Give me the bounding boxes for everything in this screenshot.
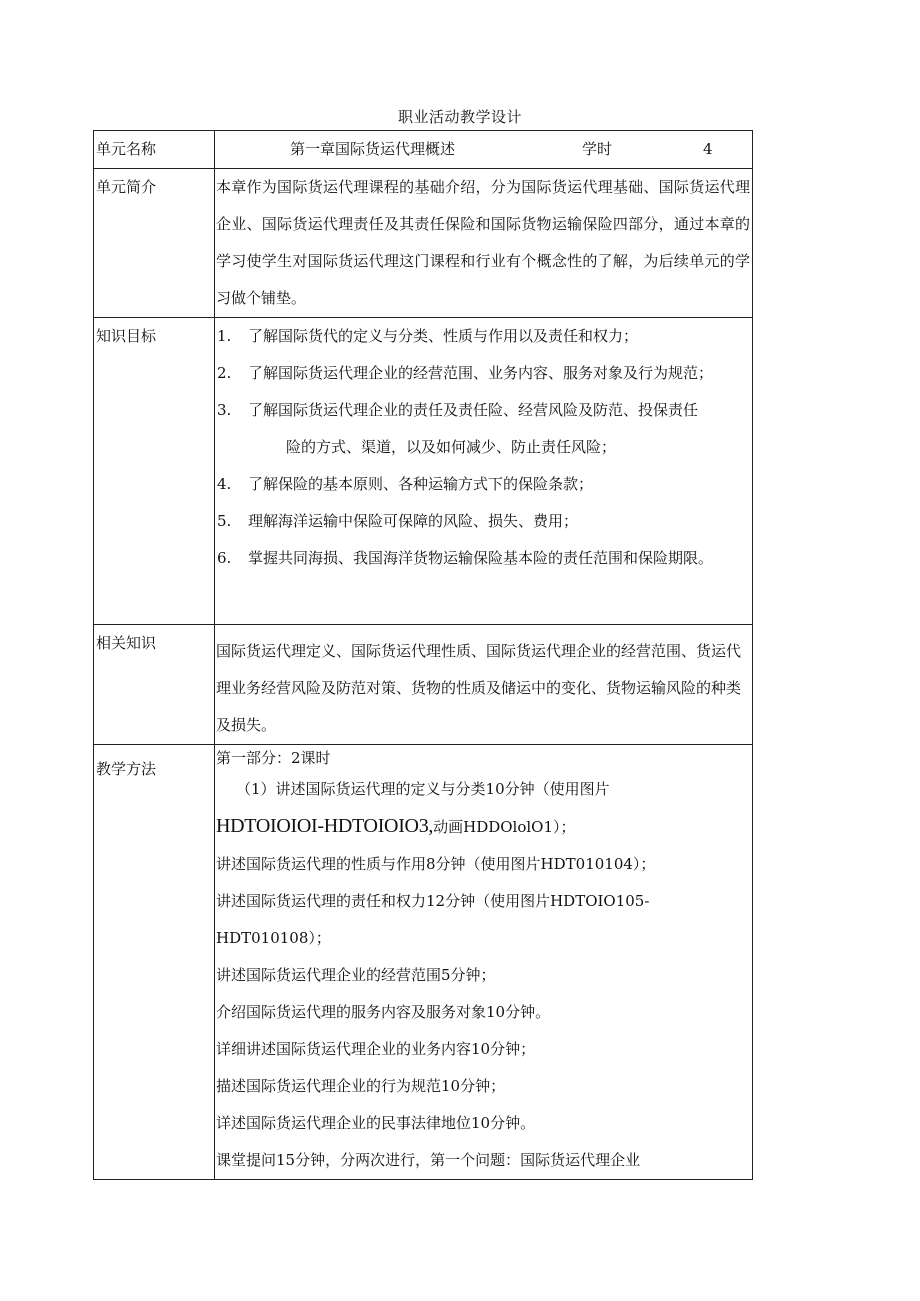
- method-line: 讲述国际货运代理的责任和权力12分钟（使用图片HDTOIO105-: [216, 892, 650, 910]
- list-item-number: 5.: [217, 512, 232, 530]
- method-line: （1）讲述国际货运代理的定义与分类10分钟（使用图片: [236, 780, 610, 798]
- related-knowledge-cell: [215, 625, 753, 745]
- list-item-text: 了解国际货代的定义与分类、性质与作用以及责任和权力；: [248, 327, 639, 345]
- teaching-design-table: [93, 130, 753, 1180]
- hours-label: 学时: [582, 140, 613, 158]
- method-animation-code: 动画HDDOlolO1）；: [433, 818, 576, 836]
- method-line: 描述国际货运代理企业的行为规范10分钟；: [216, 1077, 506, 1095]
- list-item-continuation: 险的方式、渠道，以及如何减少、防止责任风险；: [286, 438, 617, 456]
- knowledge-goals-label: 知识目标: [94, 318, 215, 625]
- teaching-method-cell: [215, 745, 753, 1180]
- method-line: 课堂提问15分钟，分两次进行，第一个问题：国际货运代理企业: [216, 1151, 641, 1169]
- related-knowledge-row: [94, 625, 753, 745]
- unit-name-label: 单元名称: [94, 131, 215, 169]
- teaching-method-row: [94, 745, 753, 1180]
- unit-name-value: 第一章国际货运代理概述: [290, 140, 456, 158]
- unit-intro-row: [94, 169, 753, 318]
- list-item: [216, 466, 750, 503]
- method-image-codes: HDTOIOIOI-HDTOIOIO: [216, 815, 419, 837]
- unit-intro-label: 单元简介: [94, 169, 215, 318]
- unit-name-row: [94, 131, 753, 169]
- document-title: 职业活动教学设计: [397, 108, 522, 126]
- list-item: [216, 355, 750, 392]
- list-item-text: 了解国际货运代理企业的责任及责任险、经营风险及防范、投保责任: [248, 401, 699, 419]
- method-line: 讲述国际货运代理的性质与作用8分钟（使用图片HDT010104）；: [216, 855, 656, 873]
- list-item-text: 了解保险的基本原则、各种运输方式下的保险条款；: [248, 475, 594, 493]
- list-item-number: 4.: [217, 475, 232, 493]
- list-item-text: 理解海洋运输中保险可保障的风险、损失、费用；: [248, 512, 579, 530]
- related-knowledge-label: 相关知识: [94, 625, 215, 745]
- unit-intro-text: 本章作为国际货运代理课程的基础介绍，分为国际货运代理基础、国际货运代理企业、国际货运代理责任及其责任保险和国际货物运输保险四部分，通过本章的学习使学生对国际货运代理这门课程和行业有个概念性的了解，为后续单元的学习做个铺垫。: [216, 178, 750, 307]
- knowledge-goals-cell: [215, 318, 753, 625]
- list-item-number: 2.: [217, 364, 232, 382]
- knowledge-goals-row: [94, 318, 753, 625]
- method-image-codes-end: 3,: [418, 815, 434, 837]
- method-line: 讲述国际货运代理企业的经营范围5分钟；: [216, 966, 496, 984]
- list-item: [216, 540, 750, 577]
- teaching-method-label-text: 教学方法: [96, 760, 157, 778]
- unit-intro-cell: [215, 169, 753, 318]
- list-item-text: 了解国际货运代理企业的经营范围、业务内容、服务对象及行为规范；: [248, 364, 714, 382]
- list-item: [216, 392, 750, 466]
- list-item-text: 掌握共同海损、我国海洋货物运输保险基本险的责任范围和保险期限。: [248, 549, 714, 567]
- method-line: 第一部分：2课时: [216, 749, 331, 767]
- unit-name-cell: [215, 131, 753, 169]
- list-item-number: 6.: [217, 549, 232, 567]
- list-item-number: 1.: [217, 327, 232, 345]
- method-line: [216, 808, 750, 846]
- method-line: 介绍国际货运代理的服务内容及服务对象10分钟。: [216, 1003, 551, 1021]
- teaching-method-label: [94, 745, 215, 1180]
- method-line: 详述国际货运代理企业的民事法律地位10分钟。: [216, 1114, 536, 1132]
- knowledge-goals-list: [216, 318, 750, 577]
- related-knowledge-text: 国际货运代理定义、国际货运代理性质、国际货运代理企业的经营范围、货运代理业务经营风险及防范对策、货物的性质及储运中的变化、货物运输风险的种类及损失。: [216, 642, 742, 734]
- method-line: HDT010108）；: [216, 929, 331, 947]
- hours-value: 4: [703, 140, 713, 158]
- list-item-number: 3.: [217, 401, 232, 419]
- method-line: 详细讲述国际货运代理企业的业务内容10分钟；: [216, 1040, 536, 1058]
- list-item: [216, 318, 750, 355]
- list-item: [216, 503, 750, 540]
